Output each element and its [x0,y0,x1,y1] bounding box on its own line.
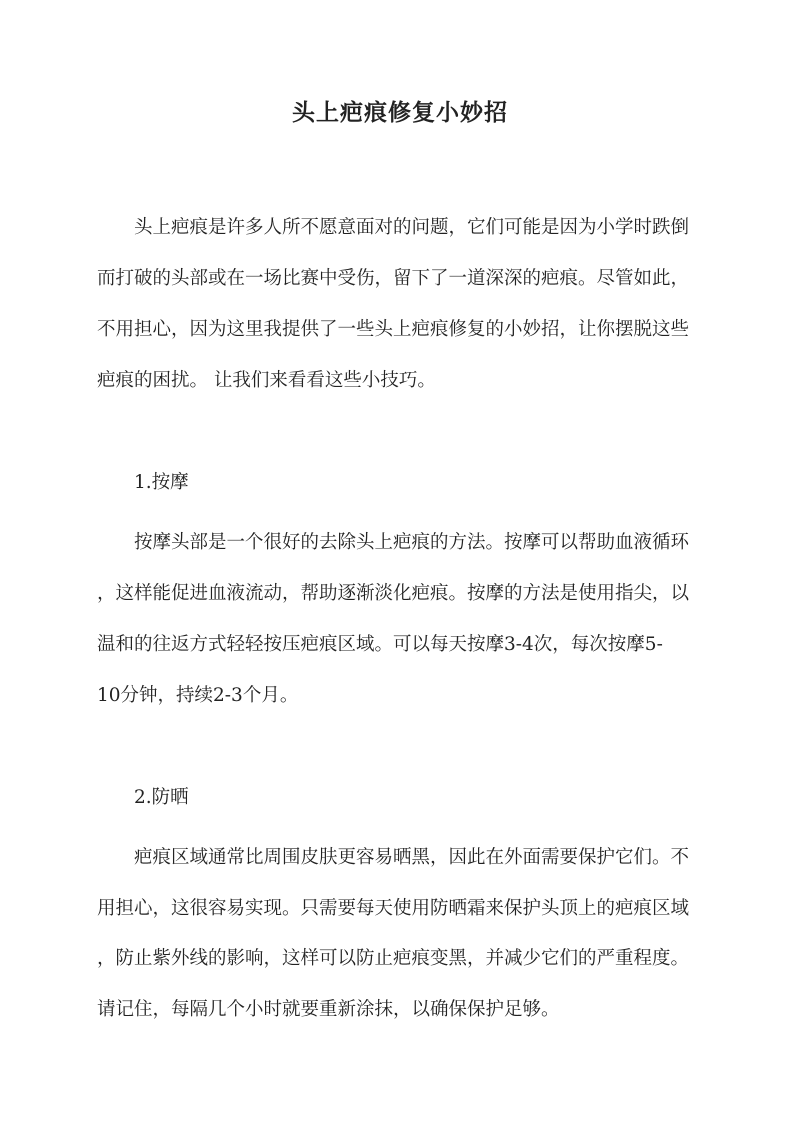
section-heading-sunscreen: 2.防晒 [134,787,189,808]
section-line: 请记住，每隔几个小时就要重新涂抹，以确保保护足够。 [97,999,560,1020]
section-heading-massage: 1.按摩 [134,472,189,493]
section-line: ，这样能促进血液流动，帮助逐渐淡化疤痕。按摩的方法是使用指尖，以 [97,583,690,604]
section-line: 疤痕区域通常比周围皮肤更容易晒黑，因此在外面需要保护它们。不 [134,847,690,868]
intro-line: 不用担心，因为这里我提供了一些头上疤痕修复的小妙招，让你摆脱这些 [97,319,690,340]
section-line: 按摩头部是一个很好的去除头上疤痕的方法。按摩可以帮助血液循环 [134,532,690,553]
section-line: 用担心，这很容易实现。只需要每天使用防晒霜来保护头顶上的疤痕区域 [97,898,690,919]
document-title: 头上疤痕修复小妙招 [292,99,508,126]
intro-line: 头上疤痕是许多人所不愿意面对的问题，它们可能是因为小学时跌倒 [134,217,690,238]
section-line: ，防止紫外线的影响，这样可以防止疤痕变黑，并减少它们的严重程度。 [97,948,690,969]
intro-line: 疤痕的困扰。 让我们来看看这些小技巧。 [97,370,436,391]
section-line: 温和的往返方式轻轻按压疤痕区域。可以每天按摩3-4次，每次按摩5- [97,634,663,655]
intro-line: 而打破的头部或在一场比赛中受伤，留下了一道深深的疤痕。尽管如此， [97,268,690,289]
section-line: 10分钟，持续2-3个月。 [97,685,299,706]
